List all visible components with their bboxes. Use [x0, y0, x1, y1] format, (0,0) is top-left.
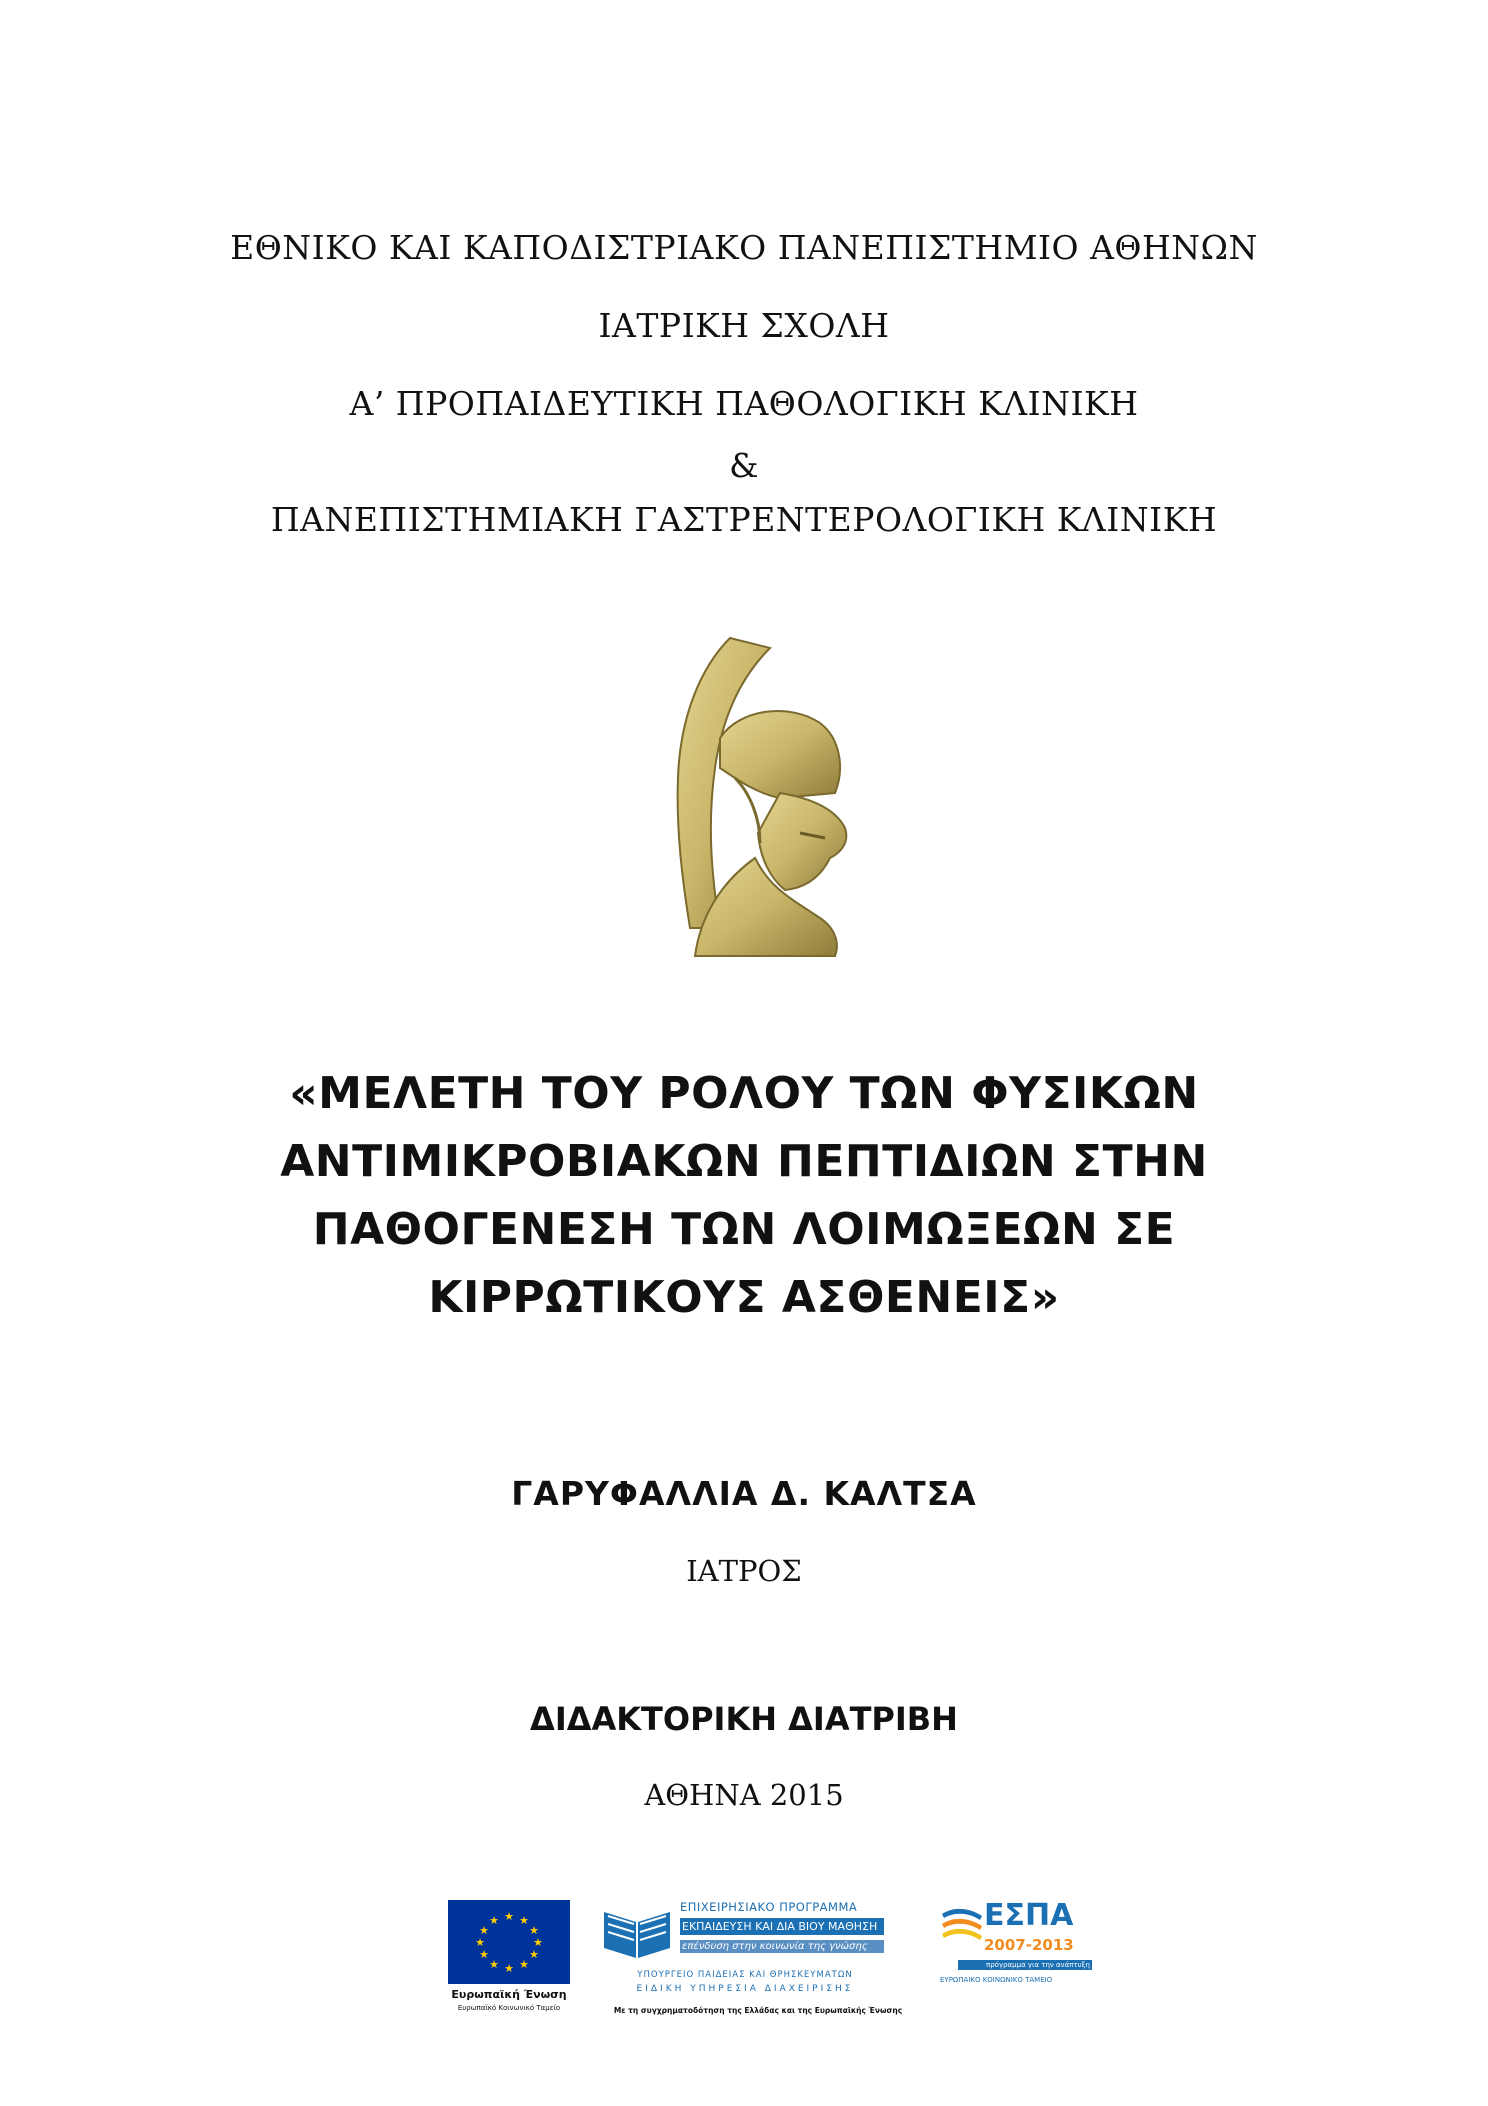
clinic-2: ΠΑΝΕΠΙΣΤΗΜΙΑΚΗ ΓΑΣΤΡΕΝΤΕΡΟΛΟΓΙΚΗ ΚΛΙΝΙΚΗ — [270, 500, 1218, 539]
funding-logos — [418, 1878, 1108, 2048]
ministry-line-2: ΕΙΔΙΚΗ ΥΠΗΡΕΣΙΑ ΔΙΑΧΕΙΡΙΣΗΣ — [636, 1984, 854, 1994]
title-line-2: ΑΝΤΙΜΙΚΡΟΒΙΑΚΩΝ ΠΕΠΤΙΔΙΩΝ ΣΤΗΝ — [280, 1136, 1208, 1187]
svg-text:★: ★ — [504, 1962, 514, 1975]
author-title: ΙΑΤΡΟΣ — [686, 1554, 802, 1588]
title-line-4: ΚΙΡΡΩΤΙΚΟΥΣ ΑΣΘΕΝΕΙΣ» — [428, 1272, 1060, 1323]
title-line-1: «ΜΕΛΕΤΗ ΤΟΥ ΡΟΛΟΥ ΤΩΝ ΦΥΣΙΚΩΝ — [289, 1068, 1199, 1119]
svg-text:★: ★ — [489, 1958, 499, 1971]
svg-text:★: ★ — [519, 1914, 529, 1927]
svg-text:★: ★ — [475, 1936, 485, 1949]
espa-years: 2007-2013 — [984, 1936, 1074, 1954]
author-name: ΓΑΡΥΦΑΛΛΙΑ Δ. ΚΑΛΤΣΑ — [511, 1474, 977, 1513]
svg-text:★: ★ — [479, 1948, 489, 1961]
svg-text:★: ★ — [533, 1936, 543, 1949]
svg-text:★: ★ — [529, 1948, 539, 1961]
university-name: ΕΘΝΙΚΟ ΚΑΙ ΚΑΠΟΔΙΣΤΡΙΑΚΟ ΠΑΝΕΠΙΣΤΗΜΙΟ ΑΘΗΝΩΝ — [230, 228, 1258, 267]
ministry-line-1: ΥΠΟΥΡΓΕΙΟ ΠΑΙΔΕΙΑΣ ΚΑΙ ΘΡΗΣΚΕΥΜΑΤΩΝ — [637, 1970, 853, 1980]
place-year: ΑΘΗΝΑ 2015 — [644, 1778, 844, 1812]
athena-emblem-icon — [660, 628, 860, 958]
espa-slogan: πρόγραμμα για την ανάπτυξη — [958, 1960, 1092, 1970]
espa-swoosh-icon — [940, 1906, 984, 1942]
clinic-1: Α’ ΠΡΟΠΑΙΔΕΥΤΙΚΗ ΠΑΘΟΛΟΓΙΚΗ ΚΛΙΝΙΚΗ — [349, 384, 1139, 423]
svg-text:★: ★ — [489, 1914, 499, 1927]
svg-text:★: ★ — [479, 1924, 489, 1937]
title-line-3: ΠΑΘΟΓΕΝΕΣΗ ΤΩΝ ΛΟΙΜΩΞΕΩΝ ΣΕ — [312, 1204, 1176, 1255]
program-line-1: ΕΠΙΧΕΙΡΗΣΙΑΚΟ ΠΡΟΓΡΑΜΜΑ — [680, 1900, 858, 1914]
svg-text:★: ★ — [529, 1924, 539, 1937]
eu-flag-icon — [448, 1900, 570, 1984]
program-line-3: επένδυση στην κοινωνία της γνώσης — [680, 1940, 884, 1953]
eu-caption: Ευρωπαϊκή Ένωση — [451, 1988, 567, 2001]
ampersand: & — [729, 446, 759, 485]
espa-fund: ΕΥΡΩΠΑΪΚΟ ΚΟΙΝΩΝΙΚΟ ΤΑΜΕΙΟ — [940, 1976, 1053, 1984]
svg-text:★: ★ — [504, 1910, 514, 1923]
program-line-2: ΕΚΠΑΙΔΕΥΣΗ ΚΑΙ ΔΙΑ ΒΙΟΥ ΜΑΘΗΣΗ — [680, 1918, 884, 1935]
cofunding-note: Με τη συγχρηματοδότηση της Ελλάδας και της Ευρωπαϊκής Ένωσης — [613, 2006, 903, 2015]
school-name: ΙΑΤΡΙΚΗ ΣΧΟΛΗ — [598, 306, 890, 345]
svg-text:★: ★ — [519, 1958, 529, 1971]
open-book-icon — [600, 1902, 674, 1962]
thesis-type: ΔΙΔΑΚΤΟΡΙΚΗ ΔΙΑΤΡΙΒΗ — [530, 1700, 958, 1738]
espa-title: ΕΣΠΑ — [984, 1898, 1074, 1933]
eu-subcaption: Ευρωπαϊκό Κοινωνικό Ταμείο — [457, 2004, 561, 2012]
